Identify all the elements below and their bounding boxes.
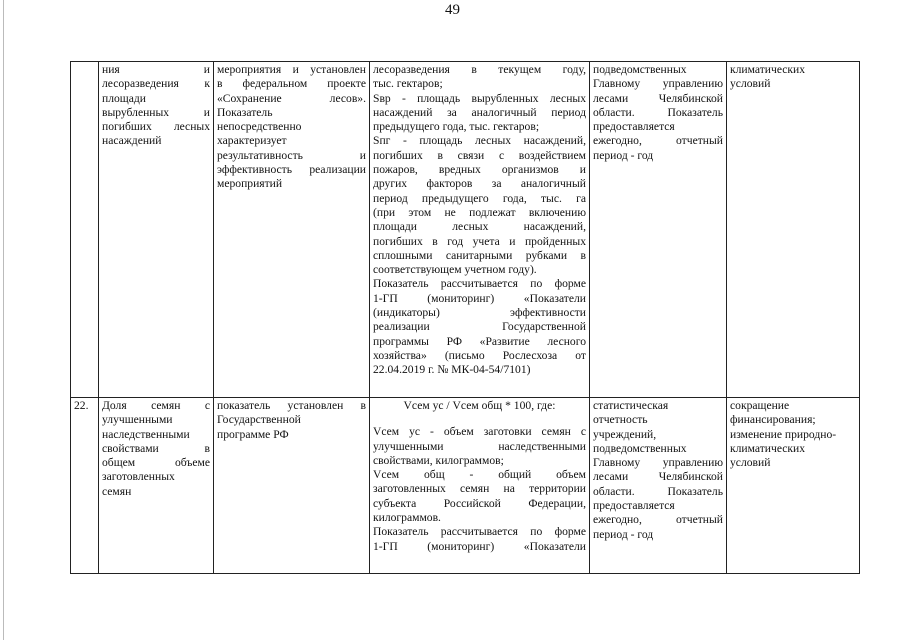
text-line: «Сохранение лесов». [217,91,366,105]
text-line: Государственной [217,413,301,427]
text-line: отчетность [593,413,648,427]
table-row [71,398,860,574]
text-line: области. Показатель [593,105,723,119]
text-line: сплошными санитарными рубками в [373,248,586,262]
text-line: подведомственных [593,441,687,455]
text-line: программе РФ [217,427,289,441]
text-line: (при этом не подлежат включению [373,205,586,219]
text-line: ежегодно, отчетный [593,513,723,527]
text-line: погибших лесных [102,120,210,134]
text-line: Доля семян с [102,399,210,412]
text-line: мероприятия и установлен [217,63,366,76]
text-line: насаждений [102,134,162,148]
text-line: Sвр - площадь вырубленных лесных [373,91,586,105]
text-line: площади лесных насаждений, [373,220,586,234]
page-number: 49 [445,2,460,18]
text-line: Показатель [217,105,273,119]
text-line: Главному управлению [593,456,723,470]
text-line: заготовленных семян на территории [373,482,586,496]
text-line: свойствами в [102,441,210,455]
risks-cell [727,62,860,398]
text-line: финансирования; [730,413,816,427]
text-line: учреждений, [593,427,657,441]
text-line: лесами Челябинской [593,91,723,105]
text-line: субъекта Российской Федерации, [373,496,586,510]
text-line: период - год [593,148,654,162]
row-number-cell: 22. [71,398,99,574]
text-line: лесоразведения в текущем году, [373,63,586,76]
text-line: реализации Государственной [373,320,586,334]
text-line: климатических [730,441,806,455]
text-line: статистическая [593,399,669,412]
text-line: общем объеме [102,456,210,470]
text-line: свойствами, килограммов; [373,453,504,467]
text-line: 1-ГП (мониторинг) «Показатели [373,291,586,305]
text-line: ния и [102,63,210,76]
text-line: показатель установлен в [217,399,366,412]
spacer [373,413,586,425]
text-line: тыс. гектаров; [373,77,443,91]
text-line: условий [730,456,771,470]
text-line: улучшенными [102,413,173,427]
text-line: погибших в год учета и пройденных [373,234,586,248]
text-line: области. Показатель [593,484,723,498]
text-line: наследственными [102,427,190,441]
text-line: Vсем ус - объем заготовки семян с [373,425,586,439]
basis-cell [214,398,370,574]
text-line: лесоразведения к [102,77,210,91]
text-line: предоставляется [593,499,675,513]
text-line: результативность и [217,148,366,162]
text-line: площади [102,91,146,105]
text-line: хозяйства» (письмо Рослесхоза от [373,348,586,362]
basis-cell [214,62,370,398]
data-source-cell [590,398,727,574]
text-line: насаждений за аналогичный период [373,105,586,119]
text-line: Показатель рассчитывается по форме [373,525,586,539]
text-line: погибших в связи с воздействием [373,148,586,162]
text-line: заготовленных [102,470,175,484]
text-line: 22.04.2019 г. № МК-04-54/7101) [373,363,531,377]
text-line: других факторов за аналогичный [373,177,586,191]
text-line: семян [102,484,132,498]
table-row [71,62,860,398]
text-line: условий [730,77,771,91]
text-line: соответствующем учетном году). [373,263,537,277]
scan-edge-line [3,0,4,640]
row-number-cell [71,62,99,398]
text-line: лесами Челябинской [593,470,723,484]
text-line: предыдущего года, тыс. гектаров; [373,120,540,134]
text-line: Показатель рассчитывается по форме [373,277,586,291]
text-line: изменение природно- [730,427,837,441]
text-line: сокращение [730,399,790,412]
indicator-table [70,61,860,574]
text-line: эффективность реализации [217,163,366,177]
text-line: Главному управлению [593,77,723,91]
text-line: подведомственных [593,63,687,76]
risks-cell [727,398,860,574]
text-line: период предыдущего года, тыс. га [373,191,586,205]
text-line: климатических [730,63,806,76]
text-line: характеризует [217,134,287,148]
text-line: в федеральном проекте [217,77,366,91]
data-source-cell [590,62,727,398]
indicator-name-cell [99,62,214,398]
text-line: 1-ГП (мониторинг) «Показатели [373,539,586,553]
text-line: непосредственно [217,120,302,134]
text-line: предоставляется [593,120,675,134]
indicator-name-cell [99,398,214,574]
method-cell [370,62,590,398]
text-line: мероприятий [217,177,283,191]
text-line: вырубленных и [102,105,210,119]
text-line: килограммов. [373,511,441,525]
method-cell [370,398,590,574]
text-line: ежегодно, отчетный [593,134,723,148]
text-line: пожаров, вредных организмов и [373,163,586,177]
text-line: период - год [593,527,654,541]
text-line: Vсем общ - общий объем [373,468,586,482]
text-line: Sпг - площадь лесных насаждений, [373,134,586,148]
text-line: программы РФ «Развитие лесного [373,334,586,348]
formula: Vсем ус / Vсем общ * 100, где: [403,399,556,412]
text-line: (индикаторы) эффективности [373,306,586,320]
text-line: улучшенными наследственными [373,439,586,453]
